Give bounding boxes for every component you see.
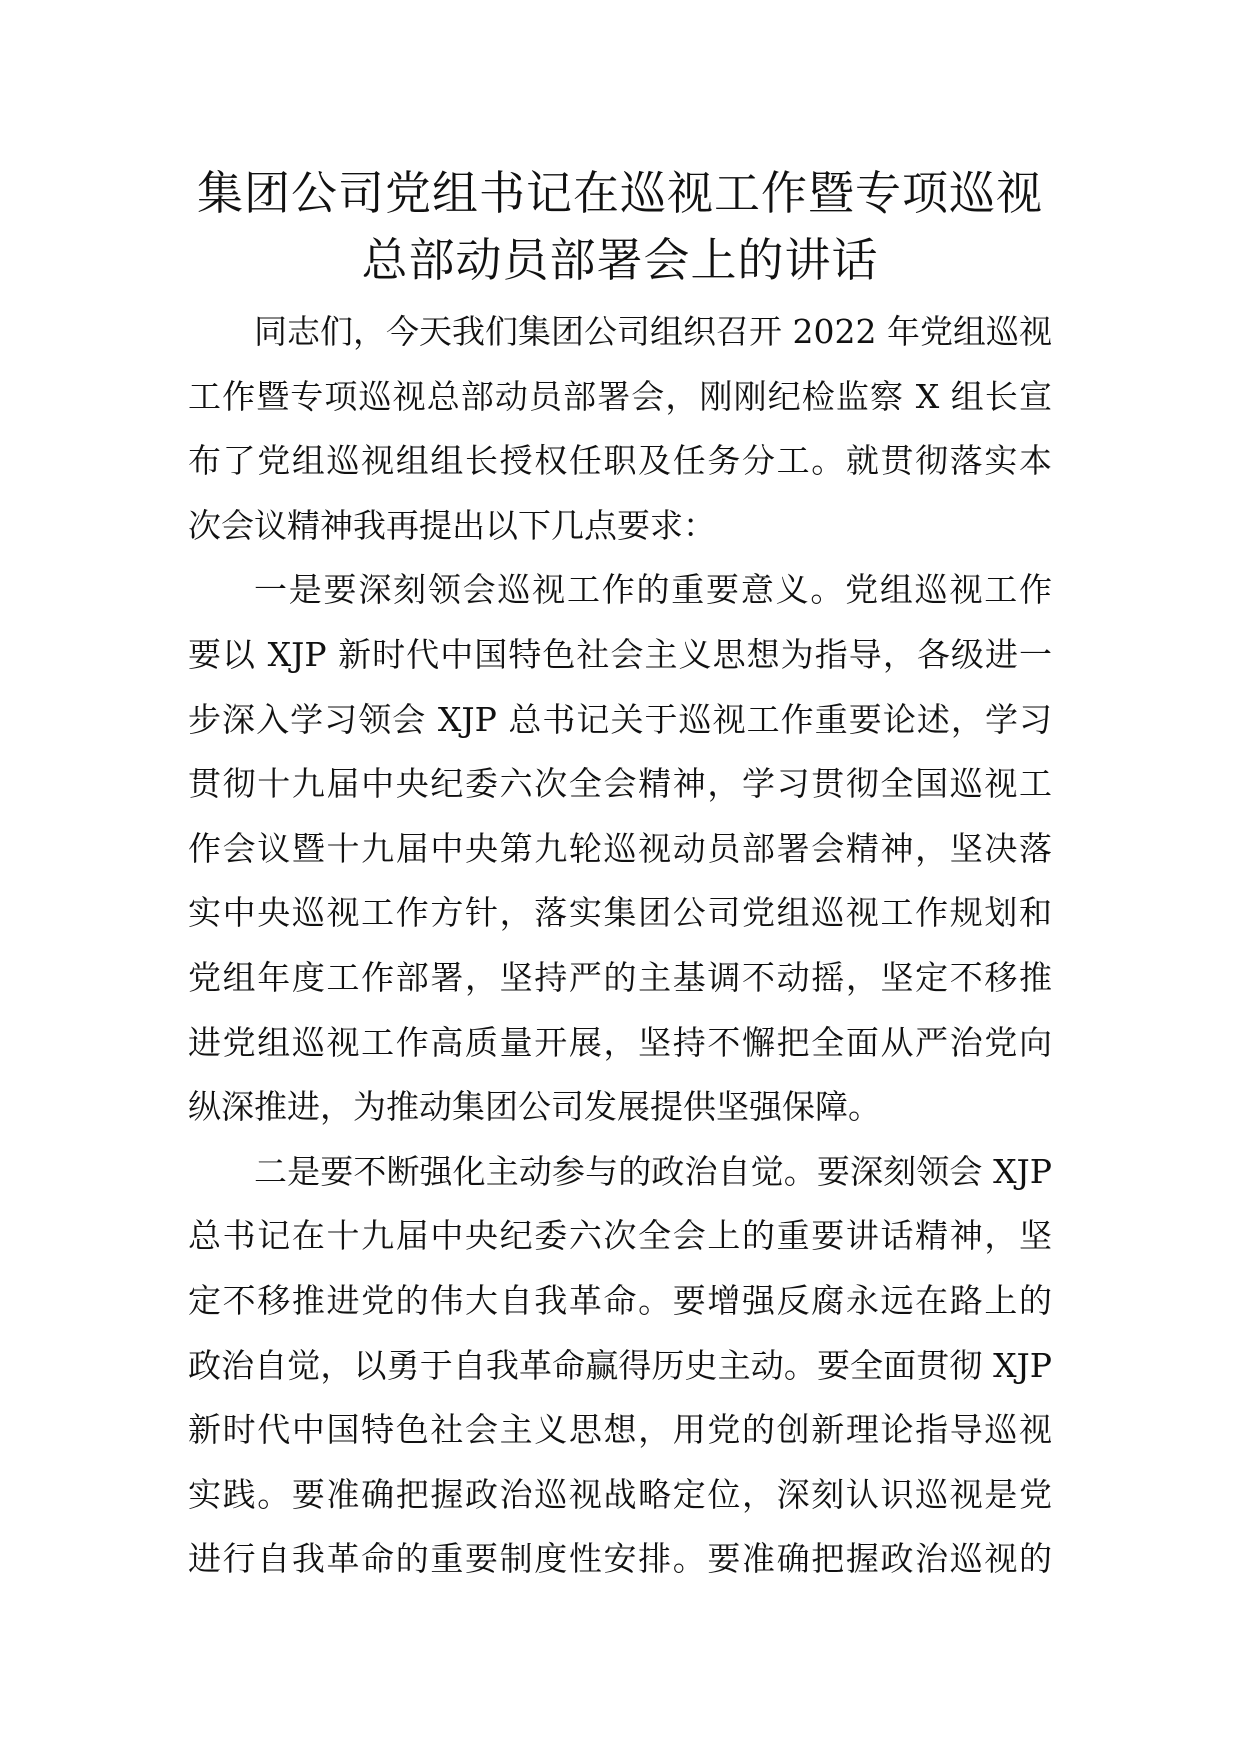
paragraph-point-two (188, 1140, 1052, 1592)
text-line: 进党组巡视工作高质量开展，坚持不懈把全面从严治党向 (188, 1022, 1052, 1062)
text-line: 定不移推进党的伟大自我革命。要增强反腐永远在路上的 (188, 1280, 1052, 1320)
title-line-1: 集团公司党组书记在巡视工作暨专项巡视 (197, 166, 1043, 220)
text-line: 作会议暨十九届中央第九轮巡视动员部署会精神，坚决落 (188, 828, 1052, 868)
text-line: 要以 XJP 新时代中国特色社会主义思想为指导，各级进一 (188, 634, 1052, 674)
title-line-2: 总部动员部署会上的讲话 (361, 233, 879, 287)
text-line: 党组年度工作部署，坚持严的主基调不动摇，坚定不移推 (188, 957, 1052, 997)
text-line: 步深入学习领会 XJP 总书记关于巡视工作重要论述，学习 (188, 699, 1052, 739)
text-line: 次会议精神我再提出以下几点要求： (188, 505, 716, 545)
text-line: 纵深推进，为推动集团公司发展提供坚强保障。 (188, 1087, 881, 1127)
text-line: 实中央巡视工作方针，落实集团公司党组巡视工作规划和 (188, 893, 1052, 933)
text-line: 进行自我革命的重要制度性安排。要准确把握政治巡视的 (188, 1539, 1052, 1579)
text-line: 政治自觉，以勇于自我革命赢得历史主动。要全面贯彻 XJP (188, 1345, 1052, 1385)
text-line: 一是要深刻领会巡视工作的重要意义。党组巡视工作 (254, 570, 1052, 610)
document-title (160, 160, 1080, 294)
text-line: 二是要不断强化主动参与的政治自觉。要深刻领会 XJP (254, 1151, 1052, 1191)
paragraph-point-one (188, 558, 1052, 1139)
document-body (188, 300, 1052, 1592)
text-line: 工作暨专项巡视总部动员部署会，刚刚纪检监察 X 组长宣 (188, 376, 1052, 416)
text-line: 同志们，今天我们集团公司组织召开 2022 年党组巡视 (254, 312, 1052, 351)
text-line: 贯彻十九届中央纪委六次全会精神，学习贯彻全国巡视工 (188, 764, 1052, 804)
text-line: 布了党组巡视组组长授权任职及任务分工。就贯彻落实本 (188, 441, 1052, 481)
text-line: 新时代中国特色社会主义思想，用党的创新理论指导巡视 (188, 1410, 1052, 1450)
text-line: 实践。要准确把握政治巡视战略定位，深刻认识巡视是党 (188, 1474, 1052, 1514)
text-line: 总书记在十九届中央纪委六次全会上的重要讲话精神，坚 (188, 1216, 1052, 1256)
paragraph-opening (188, 300, 1052, 558)
